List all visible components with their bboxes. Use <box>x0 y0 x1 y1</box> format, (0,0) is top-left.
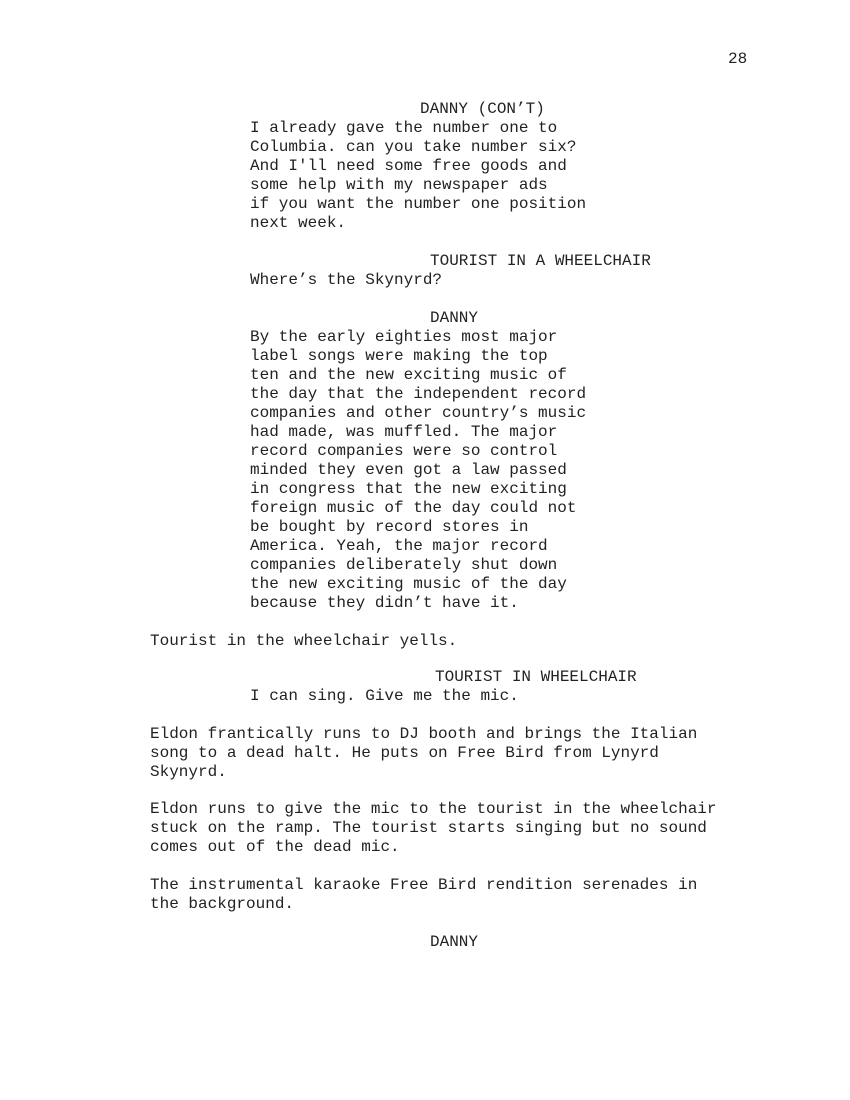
action-line: The instrumental karaoke Free Bird rendition serenades in <box>150 876 698 894</box>
dialogue-line: And I'll need some free goods and <box>250 157 567 175</box>
action-line: Eldon frantically runs to DJ booth and brings the Italian <box>150 725 698 743</box>
character-name: TOURIST IN WHEELCHAIR <box>435 668 637 686</box>
dialogue-line: Columbia. can you take number six? <box>250 138 577 156</box>
dialogue-line: some help with my newspaper ads <box>250 176 548 194</box>
dialogue-line: companies and other country’s music <box>250 404 587 422</box>
dialogue-line: By the early eighties most major <box>250 328 558 346</box>
dialogue-line: if you want the number one position <box>250 195 587 213</box>
dialogue-line: record companies were so control <box>250 442 558 460</box>
character-name: TOURIST IN A WHEELCHAIR <box>430 252 651 270</box>
action-line: song to a dead halt. He puts on Free Bird from Lynyrd <box>150 744 659 762</box>
dialogue-line: be bought by record stores in <box>250 518 529 536</box>
dialogue-line: foreign music of the day could not <box>250 499 577 517</box>
dialogue-line: I can sing. Give me the mic. <box>250 687 519 705</box>
action-line: the background. <box>150 895 295 913</box>
dialogue-line: label songs were making the top <box>250 347 548 365</box>
dialogue-line: minded they even got a law passed <box>250 461 567 479</box>
action-line: comes out of the dead mic. <box>150 838 400 856</box>
action-line: Eldon runs to give the mic to the tourist in the wheelchair <box>150 800 717 818</box>
page-number: 28 <box>728 50 748 68</box>
dialogue-line: the day that the independent record <box>250 385 587 403</box>
dialogue-line: America. Yeah, the major record <box>250 537 548 555</box>
dialogue-line: had made, was muffled. The major <box>250 423 558 441</box>
dialogue-line: companies deliberately shut down <box>250 556 558 574</box>
dialogue-line: next week. <box>250 214 347 232</box>
character-name: DANNY (CON’T) <box>420 100 545 118</box>
action-line: Skynyrd. <box>150 763 227 781</box>
dialogue-line: I already gave the number one to <box>250 119 558 137</box>
dialogue-line: in congress that the new exciting <box>250 480 567 498</box>
dialogue-line: the new exciting music of the day <box>250 575 567 593</box>
dialogue-line: Where’s the Skynyrd? <box>250 271 443 289</box>
character-name: DANNY <box>430 933 479 951</box>
dialogue-line: ten and the new exciting music of <box>250 366 567 384</box>
action-line: stuck on the ramp. The tourist starts singing but no sound <box>150 819 707 837</box>
dialogue-line: because they didn’t have it. <box>250 594 519 612</box>
action-line: Tourist in the wheelchair yells. <box>150 632 458 650</box>
character-name: DANNY <box>430 309 479 327</box>
